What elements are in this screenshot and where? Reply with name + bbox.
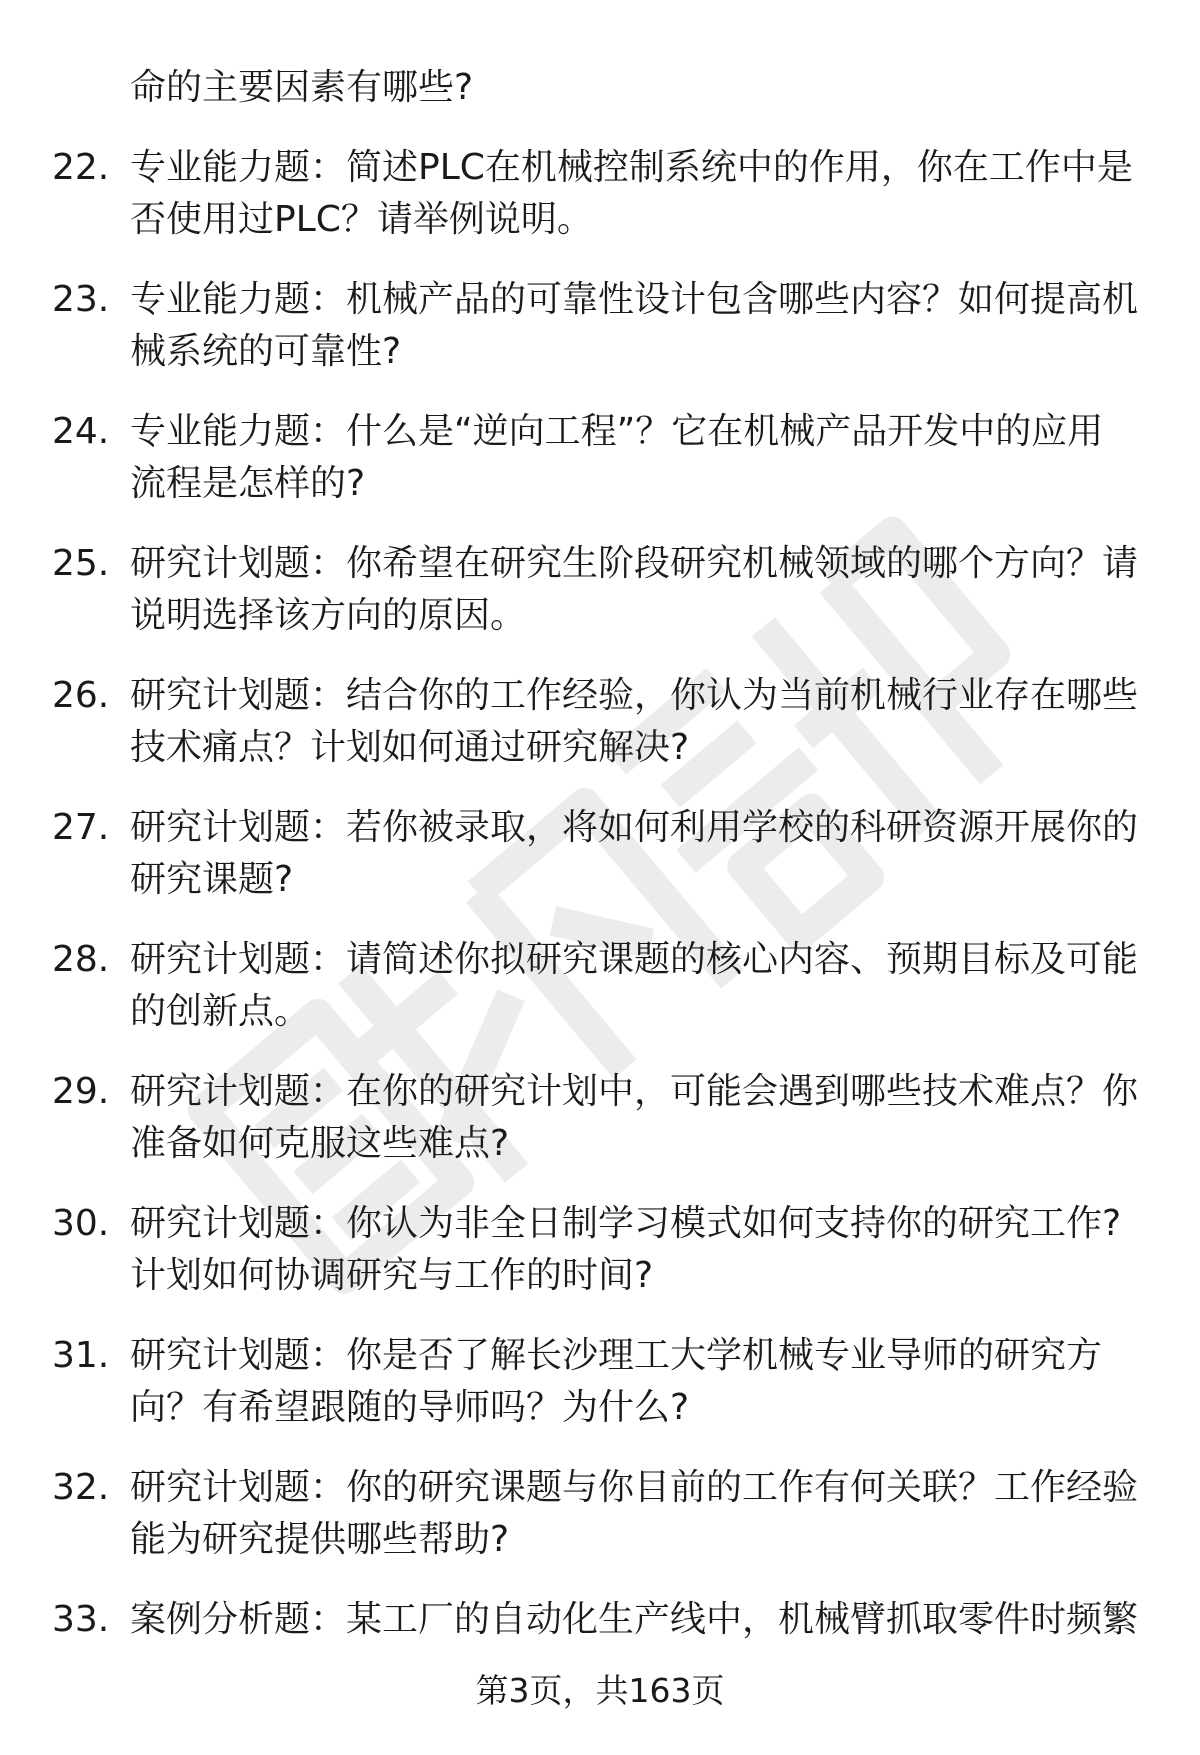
question-item <box>0 934 1200 1066</box>
question-item <box>0 1462 1200 1594</box>
question-line: 研究计划题：若你被录取，将如何利用学校的科研资源开展你的 <box>130 807 1139 848</box>
question-text <box>130 1198 1140 1302</box>
question-line: 专业能力题：什么是“逆向工程”？它在机械产品开发中的应用 <box>130 411 1104 452</box>
page-footer: 第3页，共163页 <box>475 1671 725 1710</box>
question-line: 研究计划题：你希望在研究生阶段研究机械领域的哪个方向？请 <box>130 543 1139 584</box>
question-number: 29. <box>52 1071 110 1112</box>
question-item <box>0 1066 1200 1198</box>
question-text <box>130 1594 1140 1646</box>
question-line: 研究计划题：你的研究课题与你目前的工作有何关联？工作经验 <box>130 1467 1139 1508</box>
question-number: 30. <box>52 1203 110 1244</box>
question-text <box>130 142 1140 246</box>
question-line: 械系统的可靠性? <box>130 331 402 372</box>
question-number: 27. <box>52 807 110 848</box>
question-number: 25. <box>52 543 110 584</box>
question-text <box>130 1330 1140 1434</box>
question-number: 28. <box>52 939 110 980</box>
question-text <box>130 538 1140 642</box>
question-line: 能为研究提供哪些帮助? <box>130 1519 510 1560</box>
question-line: 计划如何协调研究与工作的时间? <box>130 1255 654 1296</box>
question-line: 技术痛点？计划如何通过研究解决? <box>130 727 690 768</box>
question-line: 准备如何克服这些难点? <box>130 1123 510 1164</box>
question-line: 的创新点。 <box>130 991 311 1032</box>
question-line: 研究计划题：你认为非全日制学习模式如何支持你的研究工作? <box>130 1203 1122 1244</box>
continued-question-text: 命的主要因素有哪些? <box>130 67 474 108</box>
question-text <box>130 1462 1140 1566</box>
question-item <box>0 274 1200 406</box>
question-number: 31. <box>52 1335 110 1376</box>
question-number: 23. <box>52 279 110 320</box>
question-line: 研究课题? <box>130 859 294 900</box>
question-item <box>0 1330 1200 1462</box>
question-line: 研究计划题：请简述你拟研究课题的核心内容、预期目标及可能 <box>130 939 1139 980</box>
question-number: 26. <box>52 675 110 716</box>
question-item <box>0 802 1200 934</box>
question-item <box>0 406 1200 538</box>
question-text <box>130 802 1140 906</box>
question-item <box>0 1198 1200 1330</box>
question-line: 研究计划题：结合你的工作经验，你认为当前机械行业存在哪些 <box>130 675 1139 716</box>
question-line: 专业能力题：机械产品的可靠性设计包含哪些内容？如何提高机 <box>130 279 1139 320</box>
question-line: 向？有希望跟随的导师吗？为什么? <box>130 1387 690 1428</box>
question-text <box>130 670 1140 774</box>
question-item <box>0 538 1200 670</box>
question-text <box>130 274 1140 378</box>
question-line: 案例分析题：某工厂的自动化生产线中，机械臂抓取零件时频繁 <box>130 1599 1139 1640</box>
question-line: 否使用过PLC？请举例说明。 <box>130 199 593 240</box>
question-line: 专业能力题：简述PLC在机械控制系统中的作用，你在工作中是 <box>130 147 1133 188</box>
question-line: 说明选择该方向的原因。 <box>130 595 527 636</box>
question-number: 22. <box>52 147 110 188</box>
question-list <box>0 142 1200 1726</box>
question-number: 24. <box>52 411 110 452</box>
question-text <box>130 934 1140 1038</box>
question-item <box>0 670 1200 802</box>
question-text <box>130 1066 1140 1170</box>
question-line: 流程是怎样的? <box>130 463 366 504</box>
question-item <box>0 142 1200 274</box>
question-text <box>130 406 1140 510</box>
question-line: 研究计划题：你是否了解长沙理工大学机械专业导师的研究方 <box>130 1335 1103 1376</box>
question-number: 32. <box>52 1467 110 1508</box>
question-number: 33. <box>52 1599 110 1640</box>
question-line: 研究计划题：在你的研究计划中，可能会遇到哪些技术难点？你 <box>130 1071 1139 1112</box>
